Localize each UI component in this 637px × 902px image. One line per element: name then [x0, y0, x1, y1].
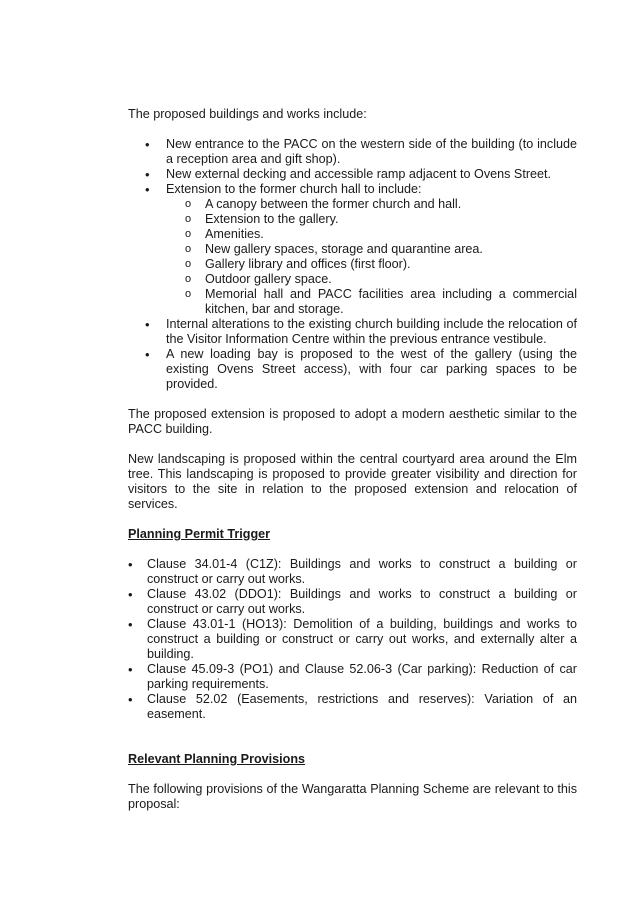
circle-bullet-icon: o	[185, 243, 192, 255]
relevant-planning-provisions-heading: Relevant Planning Provisions	[128, 752, 306, 766]
sub-list-item-text: A canopy between the former church and hall.	[205, 197, 462, 211]
bullet-icon: •	[128, 662, 133, 677]
sub-list-item	[166, 242, 577, 257]
clause-text: Clause 34.01-4 (C1Z): Buildings and works to construct a building or construct or carry out works.	[147, 557, 577, 586]
list-item	[128, 347, 577, 392]
sub-list-item-text: Outdoor gallery space.	[205, 272, 332, 286]
circle-bullet-icon: o	[185, 288, 192, 300]
document-page	[128, 107, 577, 812]
spacer	[128, 437, 577, 452]
bullet-icon: •	[145, 317, 150, 332]
list-item	[128, 662, 577, 692]
sub-list-item	[166, 227, 577, 242]
list-item	[128, 317, 577, 347]
spacer	[128, 392, 577, 407]
list-item-text: New entrance to the PACC on the western side of the building (to include a reception area and gift shop).	[166, 137, 577, 166]
sub-list-item-text: Amenities.	[205, 227, 264, 241]
sub-list-item-text: Extension to the gallery.	[205, 212, 339, 226]
clause-text: Clause 43.02 (DDO1): Buildings and works to construct a building or construct or carry out works.	[147, 587, 577, 616]
circle-bullet-icon: o	[185, 198, 192, 210]
works-list	[128, 137, 577, 392]
bullet-icon: •	[128, 587, 133, 602]
circle-bullet-icon: o	[185, 258, 192, 270]
list-item	[128, 137, 577, 167]
list-item-text: A new loading bay is proposed to the west of the gallery (using the existing Ovens Street access), with four car parking spaces to be provided.	[166, 347, 577, 391]
list-item-text: New external decking and accessible ramp adjacent to Ovens Street.	[166, 167, 552, 181]
circle-bullet-icon: o	[185, 273, 192, 285]
list-item-text: Internal alterations to the existing church building include the relocation of the Visitor Information Centre within the previous entrance vestibule.	[166, 317, 577, 346]
bullet-icon: •	[145, 347, 150, 362]
sub-list-item-text: Gallery library and offices (first floor).	[205, 257, 411, 271]
sub-list-item-text: New gallery spaces, storage and quarantine area.	[205, 242, 483, 256]
intro-paragraph: The proposed buildings and works include:	[128, 107, 367, 121]
circle-bullet-icon: o	[185, 213, 192, 225]
sub-list-item	[166, 257, 577, 272]
list-item	[128, 182, 577, 317]
bullet-icon: •	[145, 167, 150, 182]
clause-text: Clause 52.02 (Easements, restrictions and reserves): Variation of an easement.	[147, 692, 577, 721]
list-item	[128, 167, 577, 182]
spacer	[128, 512, 577, 527]
sub-list-item-text: Memorial hall and PACC facilities area including a commercial kitchen, bar and storage.	[205, 287, 577, 316]
list-item	[128, 587, 577, 617]
list-item-text: Extension to the former church hall to include:	[166, 182, 422, 196]
planning-permit-trigger-heading: Planning Permit Trigger	[128, 527, 271, 541]
sub-list-item	[166, 197, 577, 212]
landscaping-paragraph: New landscaping is proposed within the central courtyard area around the Elm tree. This landscaping is proposed to provide greater visibility and direction for visitors to the site in relation to the proposed extension and relocation of services.	[128, 452, 577, 511]
sub-list-item	[166, 212, 577, 227]
sub-list-item	[166, 287, 577, 317]
clauses-list	[128, 557, 577, 722]
bullet-icon: •	[128, 617, 133, 632]
extension-paragraph: The proposed extension is proposed to adopt a modern aesthetic similar to the PACC building.	[128, 407, 577, 436]
bullet-icon: •	[128, 557, 133, 572]
bullet-icon: •	[145, 182, 150, 197]
bullet-icon: •	[145, 137, 150, 152]
list-item	[128, 692, 577, 722]
hall-extension-sublist	[166, 197, 577, 317]
circle-bullet-icon: o	[185, 228, 192, 240]
bullet-icon: •	[128, 692, 133, 707]
spacer	[128, 722, 577, 752]
provisions-paragraph: The following provisions of the Wangaratta Planning Scheme are relevant to this proposal:	[128, 782, 577, 811]
list-item	[128, 557, 577, 587]
clause-text: Clause 43.01-1 (HO13): Demolition of a building, buildings and works to construct a building or construct or carry out works, and externally alter a building.	[147, 617, 577, 661]
list-item	[128, 617, 577, 662]
sub-list-item	[166, 272, 577, 287]
clause-text: Clause 45.09-3 (PO1) and Clause 52.06-3 (Car parking): Reduction of car parking requirements.	[147, 662, 577, 691]
